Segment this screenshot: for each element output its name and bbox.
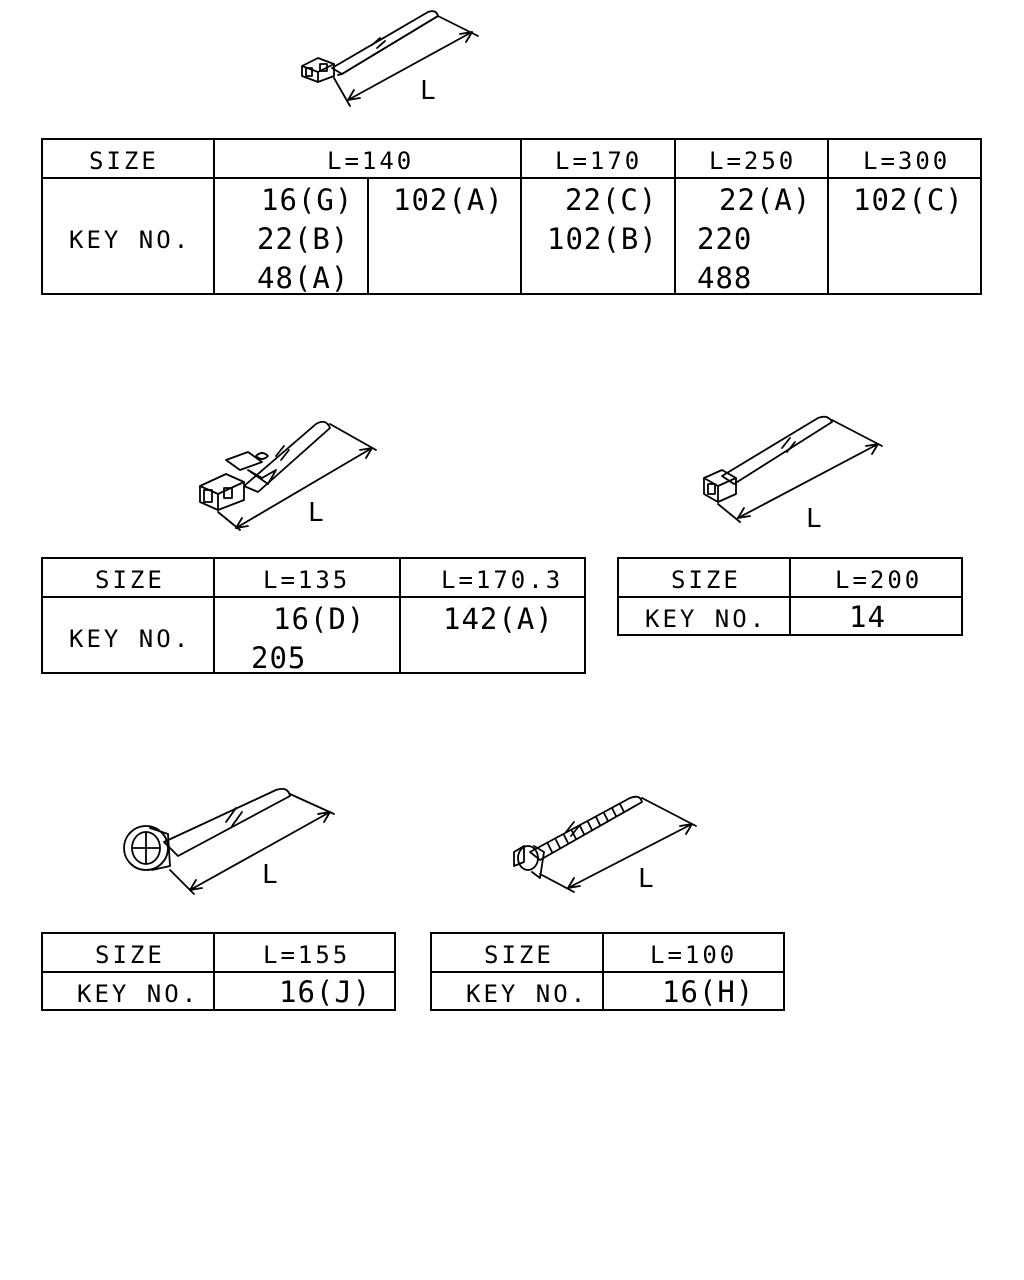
- key-value: 102(A): [393, 183, 504, 217]
- dimension-label-2: L: [308, 498, 324, 528]
- table-rule: [43, 596, 584, 598]
- size-value: L=140: [327, 147, 415, 175]
- size-value: L=250: [709, 147, 797, 175]
- key-value: 22(C): [565, 183, 658, 217]
- key-value: 16(H): [662, 975, 755, 1009]
- table-rule: [213, 559, 215, 672]
- key-value: 22(B): [257, 222, 350, 256]
- key-value: 22(A): [719, 183, 812, 217]
- size-header: SIZE: [484, 941, 554, 969]
- table-rule: [43, 177, 980, 179]
- size-value: L=170.3: [441, 566, 564, 594]
- key-value: 142(A): [443, 602, 554, 636]
- size-header: SIZE: [671, 566, 741, 594]
- dimension-label-5: L: [638, 864, 654, 894]
- size-value: L=170: [555, 147, 643, 175]
- table-rule: [520, 140, 522, 293]
- key-no-header: KEY NO.: [466, 980, 589, 1008]
- dimension-arrow-1: [334, 16, 478, 106]
- size-table-3: [617, 557, 963, 636]
- size-value: L=200: [835, 566, 923, 594]
- key-value: 16(G): [261, 183, 354, 217]
- size-header: SIZE: [89, 147, 159, 175]
- key-value: 102(B): [547, 222, 658, 256]
- table-rule: [789, 559, 791, 634]
- key-value: 488: [697, 261, 753, 295]
- size-table-2: [41, 557, 586, 674]
- size-value: L=300: [863, 147, 951, 175]
- table-rule: [399, 559, 401, 672]
- key-no-header: KEY NO.: [77, 980, 200, 1008]
- dimension-arrow-3: [718, 420, 882, 522]
- key-value: 14: [849, 600, 886, 634]
- cable-tie-drawing-3: [704, 417, 832, 502]
- key-no-header: KEY NO.: [69, 226, 192, 254]
- table-rule: [213, 934, 215, 1009]
- key-value: 220: [697, 222, 753, 256]
- key-value: 205: [251, 641, 307, 675]
- size-value: L=100: [650, 941, 738, 969]
- dimension-label-3: L: [806, 504, 822, 534]
- size-table-1: [41, 138, 982, 295]
- size-header: SIZE: [95, 941, 165, 969]
- key-value: 102(C): [853, 183, 964, 217]
- cable-tie-drawing-2: [200, 422, 330, 510]
- table-rule: [827, 140, 829, 293]
- dimension-label-4: L: [262, 860, 278, 890]
- dimension-arrow-4: [170, 794, 334, 894]
- key-value: 48(A): [257, 261, 350, 295]
- key-no-header: KEY NO.: [645, 605, 768, 633]
- cable-tie-drawing-5: [514, 797, 642, 878]
- size-value: L=135: [263, 566, 351, 594]
- key-value: 16(D): [273, 602, 366, 636]
- table-rule: [674, 140, 676, 293]
- key-no-header: KEY NO.: [69, 625, 192, 653]
- table-rule: [213, 140, 215, 293]
- cable-tie-drawing-4: [124, 789, 290, 870]
- dimension-label-1: L: [420, 76, 436, 106]
- table-rule: [367, 177, 369, 293]
- size-value: L=155: [263, 941, 351, 969]
- cable-tie-drawing-1: [302, 11, 438, 82]
- table-rule: [602, 934, 604, 1009]
- size-table-4: [41, 932, 396, 1011]
- size-table-5: [430, 932, 785, 1011]
- table-rule: [432, 971, 783, 973]
- table-rule: [43, 971, 394, 973]
- dimension-arrow-5: [540, 798, 696, 892]
- size-header: SIZE: [95, 566, 165, 594]
- key-value: 16(J): [279, 975, 372, 1009]
